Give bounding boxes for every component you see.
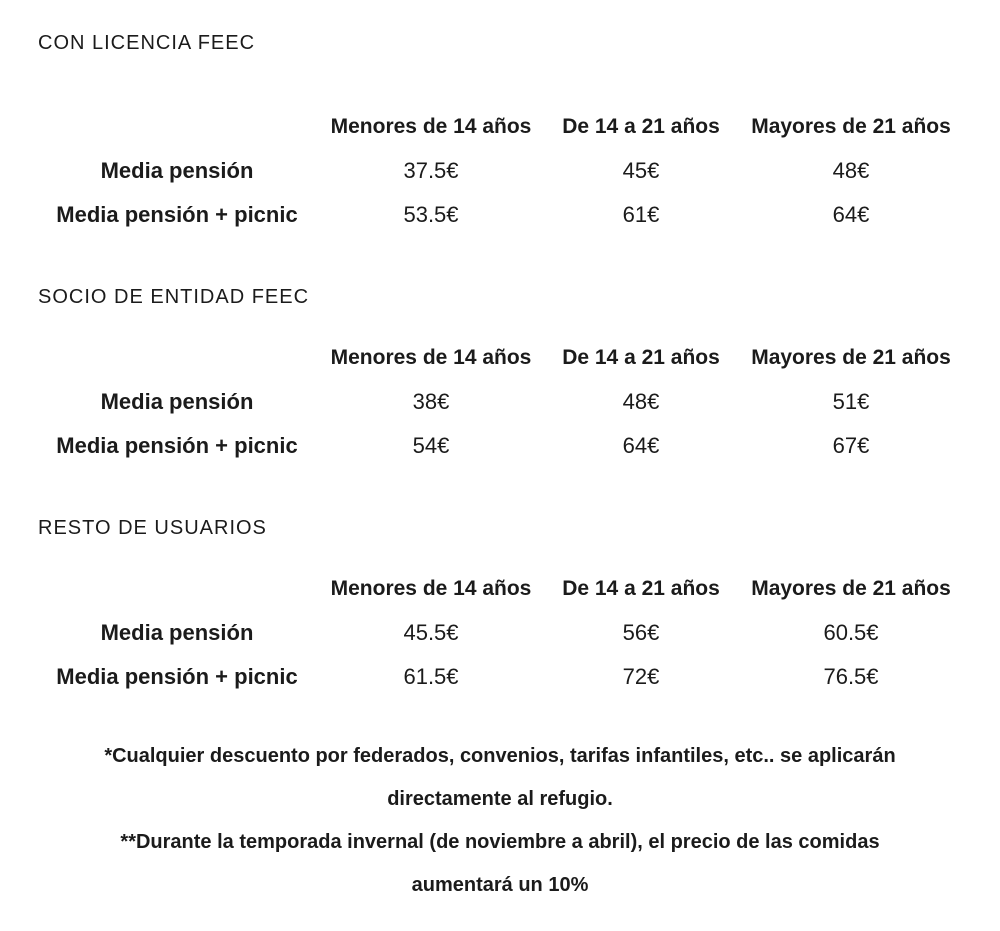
section-title: RESTO DE USUARIOS [38,517,267,539]
footnotes [40,735,960,907]
price-value: 64€ [832,202,870,227]
footnote-winter-season-line: **Durante la temporada invernal (de noviembre a abril), el precio de las comidas [120,831,880,853]
price-value: 45€ [622,158,660,183]
column-header: Mayores de 21 años [751,346,951,369]
section-socio-de-entidad-feec [0,285,1000,468]
price-value: 67€ [832,433,870,458]
price-value: 53.5€ [403,202,459,227]
row-label: Media pensión [100,620,254,645]
column-header: De 14 a 21 años [562,346,720,369]
row-label: Media pensión + picnic [56,202,298,227]
column-header: Mayores de 21 años [751,115,951,138]
section-title: CON LICENCIA FEEC [38,32,256,54]
price-value: 37.5€ [403,158,459,183]
price-table [30,567,1000,699]
footnote-discounts-line: directamente al refugio. [387,788,613,810]
footnote-winter-season-line: aumentará un 10% [411,874,589,896]
price-value: 45.5€ [403,620,459,645]
section-title: SOCIO DE ENTIDAD FEEC [38,286,310,308]
price-value: 60.5€ [823,620,879,645]
column-header: De 14 a 21 años [562,115,720,138]
column-header: Menores de 14 años [330,115,532,138]
price-table [30,336,1000,468]
price-value: 51€ [832,389,870,414]
section-con-licencia-feec [0,31,1000,237]
price-value: 64€ [622,433,660,458]
row-label: Media pensión [100,158,254,183]
price-table [30,105,1000,237]
price-value: 61.5€ [403,664,459,689]
price-value: 61€ [622,202,660,227]
price-value: 72€ [622,664,660,689]
row-label: Media pensión + picnic [56,664,298,689]
price-value: 56€ [622,620,660,645]
price-value: 54€ [412,433,450,458]
column-header: Menores de 14 años [330,346,532,369]
column-header: De 14 a 21 años [562,577,720,600]
price-value: 38€ [412,389,450,414]
footnote-discounts-line: *Cualquier descuento por federados, convenios, tarifas infantiles, etc.. se aplicarán [104,745,896,767]
column-header: Mayores de 21 años [751,577,951,600]
column-header: Menores de 14 años [330,577,532,600]
price-value: 48€ [622,389,660,414]
price-value: 48€ [832,158,870,183]
section-resto-de-usuarios [0,516,1000,699]
row-label: Media pensión [100,389,254,414]
row-label: Media pensión + picnic [56,433,298,458]
price-value: 76.5€ [823,664,879,689]
